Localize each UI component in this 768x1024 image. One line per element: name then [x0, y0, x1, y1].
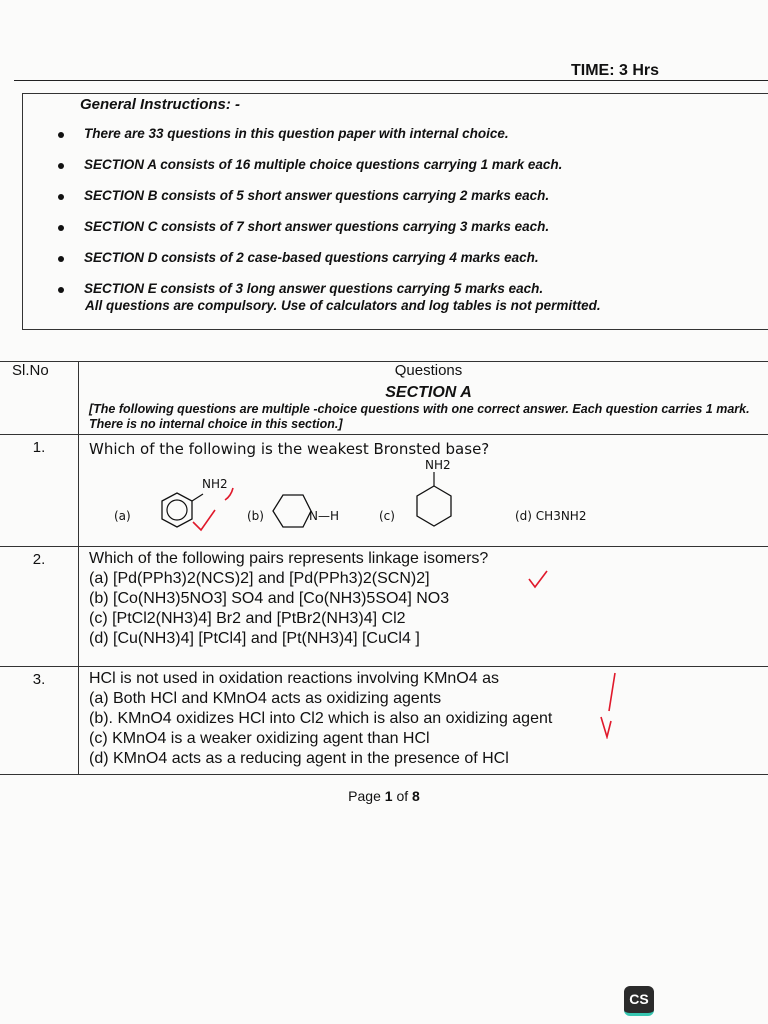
option-a-label: (a) — [114, 509, 131, 523]
bullet-icon — [58, 256, 64, 262]
instruction-item: SECTION C consists of 7 short answer questions carrying 3 marks each. — [58, 213, 562, 244]
option-item: (c) [PtCl2(NH3)4] Br2 and [PtBr2(NH3)4] Cl2 — [89, 610, 406, 627]
instruction-item: SECTION D consists of 2 case-based questions carrying 4 marks each. — [58, 244, 562, 275]
table-row — [0, 547, 768, 667]
section-title: SECTION A — [385, 383, 472, 401]
tick-mark-icon — [527, 569, 551, 591]
option-item: (d) KMnO4 acts as a reducing agent in the presence of HCl — [89, 750, 509, 767]
page-total: 8 — [412, 788, 420, 804]
option-item: (c) KMnO4 is a weaker oxidizing agent than HCl — [89, 730, 430, 747]
aniline-structure — [139, 478, 249, 538]
instruction-item: SECTION E consists of 3 long answer questions carrying 5 marks each. — [58, 275, 562, 306]
question-number: 2. — [0, 547, 79, 667]
option-item: (d) [Cu(NH3)4] [PtCl4] and [Pt(NH3)4] [CuCl4 ] — [89, 630, 420, 647]
question-number: 3. — [0, 667, 79, 775]
col-header-questions: Questions — [79, 362, 768, 384]
instructions-title: General Instructions: - — [80, 96, 241, 113]
questions-table — [0, 361, 768, 775]
table-header-row — [0, 362, 768, 384]
option-item: (b) [Co(NH3)5NO3] SO4 and [Co(NH3)5SO4] NO3 — [89, 590, 450, 607]
bullet-icon — [58, 287, 64, 293]
tick-mark-icon — [589, 671, 619, 739]
instruction-item: SECTION A consists of 16 multiple choice questions carrying 1 mark each. — [58, 151, 562, 182]
instruction-item: There are 33 questions in this question paper with internal choice. — [58, 120, 562, 151]
question-text: Which of the following pairs represents linkage isomers? — [89, 550, 489, 567]
header-divider — [14, 80, 768, 81]
page-footer — [0, 788, 768, 804]
instructions-footer: All questions are compulsory. Use of calculators and log tables is not permitted. — [85, 298, 601, 313]
tick-mark-icon — [193, 510, 215, 530]
question-text: HCl is not used in oxidation reactions involving KMnO4 as — [89, 670, 499, 687]
page-number: 1 — [384, 788, 393, 804]
option-b-label: (b) — [247, 509, 264, 523]
scanner-logo-icon: CS — [624, 986, 654, 1016]
cyclohexylamine-structure — [407, 468, 467, 538]
option-item: (a) [Pd(PPh3)2(NCS)2] and [Pd(PPh3)2(SCN)2] — [89, 570, 430, 587]
q1-options — [89, 458, 768, 544]
table-row — [0, 667, 768, 775]
bullet-icon — [58, 132, 64, 138]
table-row — [0, 435, 768, 547]
section-note: [The following questions are multiple -choice questions with one correct answer. Each question carries 1 mark. There is no internal choice in this section.] — [89, 401, 750, 431]
option-c-label: (c) — [379, 509, 395, 523]
option-c-group: NH2 — [425, 458, 451, 472]
option-b-group: N—H — [309, 509, 339, 523]
question-number: 1. — [0, 435, 79, 547]
page-label: Page — [348, 788, 381, 804]
col-header-no: Sl.No — [0, 362, 79, 384]
option-a-group: NH2 — [202, 477, 228, 491]
bullet-icon — [58, 194, 64, 200]
option-item: (a) Both HCl and KMnO4 acts as oxidizing agents — [89, 690, 442, 707]
question-text: Which of the following is the weakest Bronsted base? — [89, 440, 490, 458]
section-header-row — [0, 384, 768, 435]
time-label: TIME: 3 Hrs — [571, 62, 660, 79]
page-of: of — [396, 788, 409, 804]
bullet-icon — [58, 163, 64, 169]
instructions-list — [58, 120, 562, 306]
bullet-icon — [58, 225, 64, 231]
instruction-item: SECTION B consists of 5 short answer questions carrying 2 marks each. — [58, 182, 562, 213]
option-d-label: (d) CH3NH2 — [515, 509, 587, 523]
option-item: (b). KMnO4 oxidizes HCl into Cl2 which is also an oxidizing agent — [89, 710, 553, 727]
